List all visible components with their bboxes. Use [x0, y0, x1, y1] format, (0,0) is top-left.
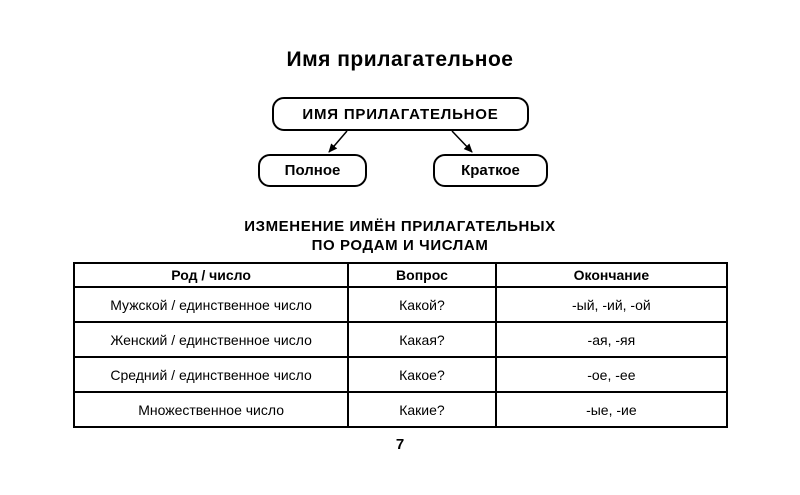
table-row — [74, 392, 727, 427]
table-heading-line-2: ПО РОДАМ И ЧИСЛАМ — [311, 237, 489, 254]
cell-ending: -ое, -ее — [496, 357, 727, 392]
cell-question: Какое? — [348, 357, 496, 392]
table-header-row — [74, 263, 727, 287]
table-row — [74, 287, 727, 322]
diagram-root-box: ИМЯ ПРИЛАГАТЕЛЬНОЕ — [272, 97, 529, 131]
cell-gender-number: Женский / единственное число — [74, 322, 348, 357]
cell-ending: -ый, -ий, -ой — [496, 287, 727, 322]
diagram-short-form-box: Краткое — [433, 154, 548, 187]
table-row — [74, 322, 727, 357]
cell-question: Какая? — [348, 322, 496, 357]
column-header-question: Вопрос — [348, 263, 496, 287]
cell-gender-number: Мужской / единственное число — [74, 287, 348, 322]
page-title: Имя прилагательное — [286, 48, 514, 71]
table-heading — [0, 217, 800, 255]
page-number: 7 — [395, 436, 405, 453]
column-header-ending: Окончание — [496, 263, 727, 287]
cell-question: Какой? — [348, 287, 496, 322]
table-heading-line-1: ИЗМЕНЕНИЕ ИМЁН ПРИЛАГАТЕЛЬНЫХ — [244, 218, 556, 235]
diagram-full-form-box: Полное — [258, 154, 367, 187]
cell-gender-number: Множественное число — [74, 392, 348, 427]
table-row — [74, 357, 727, 392]
cell-ending: -ые, -ие — [496, 392, 727, 427]
arrow-right — [452, 131, 472, 152]
adjective-endings-table — [73, 262, 728, 428]
arrow-left — [329, 131, 347, 152]
column-header-gender-number: Род / число — [74, 263, 348, 287]
cell-ending: -ая, -яя — [496, 322, 727, 357]
cell-gender-number: Средний / единственное число — [74, 357, 348, 392]
cell-question: Какие? — [348, 392, 496, 427]
